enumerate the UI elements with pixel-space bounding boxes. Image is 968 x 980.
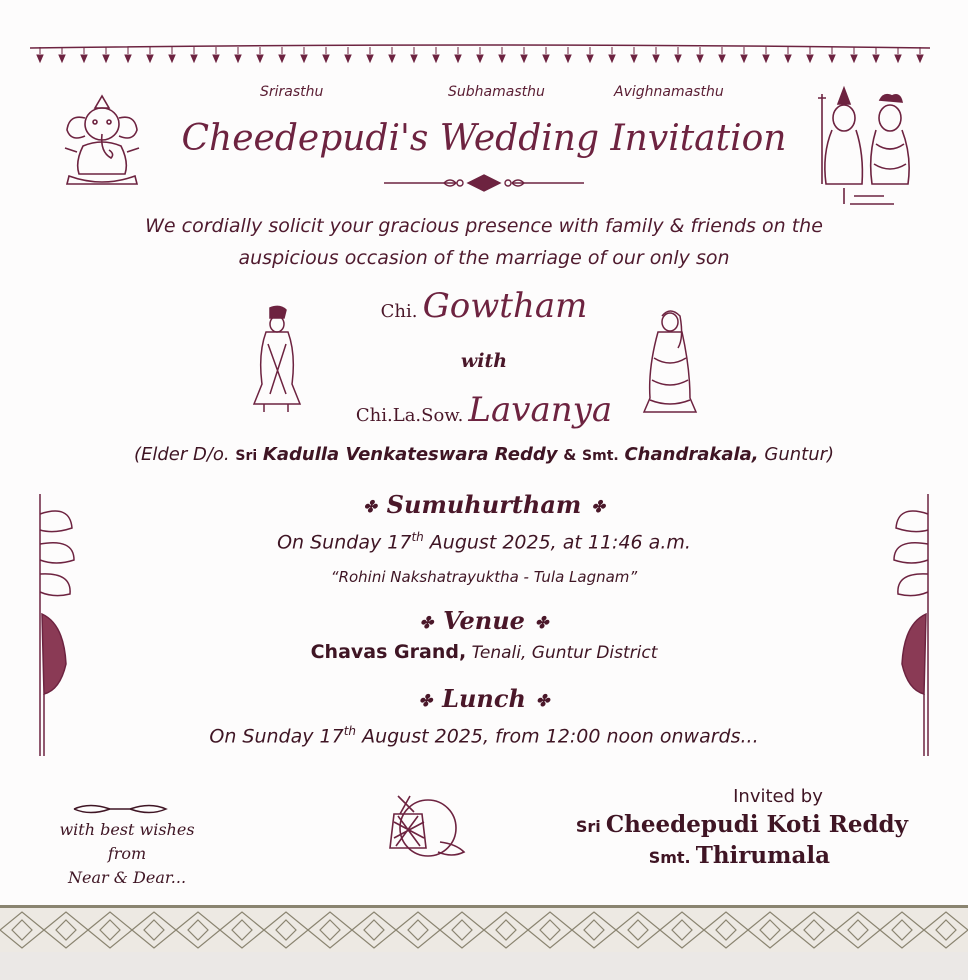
venue-name: Chavas Grand, (310, 641, 467, 663)
parents-mother: Chandrakala, (624, 444, 759, 465)
muhurtham-line (0, 530, 968, 553)
bride-prefix: Chi.La.Sow. (355, 405, 464, 426)
lunch-title-row: ✤ Lunch ✤ (418, 684, 550, 713)
blessing-avighnamasthu: Avighnamasthu (614, 84, 724, 100)
muhurtham-title: Sumuhurtham (386, 490, 582, 519)
host-2 (548, 842, 830, 869)
lunch-date-pre: On Sunday 17 (209, 725, 344, 748)
lunch-line (0, 724, 968, 747)
host-1-prefix: Sri (575, 817, 601, 836)
best-wishes (42, 818, 212, 890)
muhurtham-note: “Rohini Nakshatrayuktha - Tula Lagnam” (330, 568, 638, 586)
wedding-pot-icon (380, 792, 468, 864)
host-2-prefix: Smt. (648, 848, 691, 867)
ornamental-border (0, 905, 968, 955)
blessing-srirasthu: Srirasthu (260, 84, 324, 100)
bride-name: Lavanya (468, 390, 613, 430)
groom-name: Gowtham (422, 286, 588, 326)
parents-place: Guntur) (764, 444, 835, 465)
parents-open: (Elder D/o. (133, 444, 230, 465)
parents-amp: & (563, 446, 577, 464)
host-2-name: Thirumala (695, 842, 830, 869)
with-word: with (460, 350, 508, 372)
intro-line-2: auspicious occasion of the marriage of our only son (238, 247, 730, 269)
muhurtham-date-sup: th (411, 530, 424, 544)
wishes-line-2: Near & Dear... (67, 868, 187, 887)
blessing-subhamasthu: Subhamasthu (448, 84, 545, 100)
garland-icon (30, 40, 930, 70)
diamond-divider-icon (384, 172, 584, 194)
lunch-title: Lunch (442, 684, 526, 713)
groom-line (0, 286, 968, 326)
paper-edge (0, 952, 968, 980)
parents-father: Kadulla Venkateswara Reddy (262, 444, 558, 465)
swirl-ornament-icon (70, 802, 170, 816)
groom-prefix: Chi. (380, 301, 418, 322)
venue-title-row: ✤ Venue ✤ (419, 606, 549, 635)
venue-line (0, 641, 968, 663)
intro-line-1: We cordially solicit your gracious presence with family & friends on the (145, 215, 823, 237)
muhurtham-date-pre: On Sunday 17 (277, 531, 412, 554)
bride-parents (0, 444, 968, 465)
bride-line (0, 390, 968, 430)
host-1-name: Cheedepudi Koti Reddy (605, 811, 908, 838)
parents-sri: Sri (235, 448, 258, 464)
muhurtham-title-row: ✤ Sumuhurtham ✤ (363, 490, 605, 519)
venue-title: Venue (443, 606, 525, 635)
invited-label: Invited by (733, 786, 823, 807)
invitation-title: Cheedepudi's Wedding Invitation (181, 118, 787, 159)
venue-place: Tenali, Guntur District (466, 643, 658, 663)
lunch-date-post: August 2025, from 12:00 noon onwards... (356, 725, 759, 748)
parents-smt: Smt. (582, 448, 619, 464)
invited-by-block (548, 786, 908, 869)
wishes-line-1: with best wishes from (59, 820, 195, 863)
host-1 (548, 811, 908, 838)
lattice-pattern-icon (0, 908, 968, 952)
muhurtham-date-post: August 2025, at 11:46 a.m. (423, 531, 691, 554)
lunch-date-sup: th (343, 724, 357, 738)
